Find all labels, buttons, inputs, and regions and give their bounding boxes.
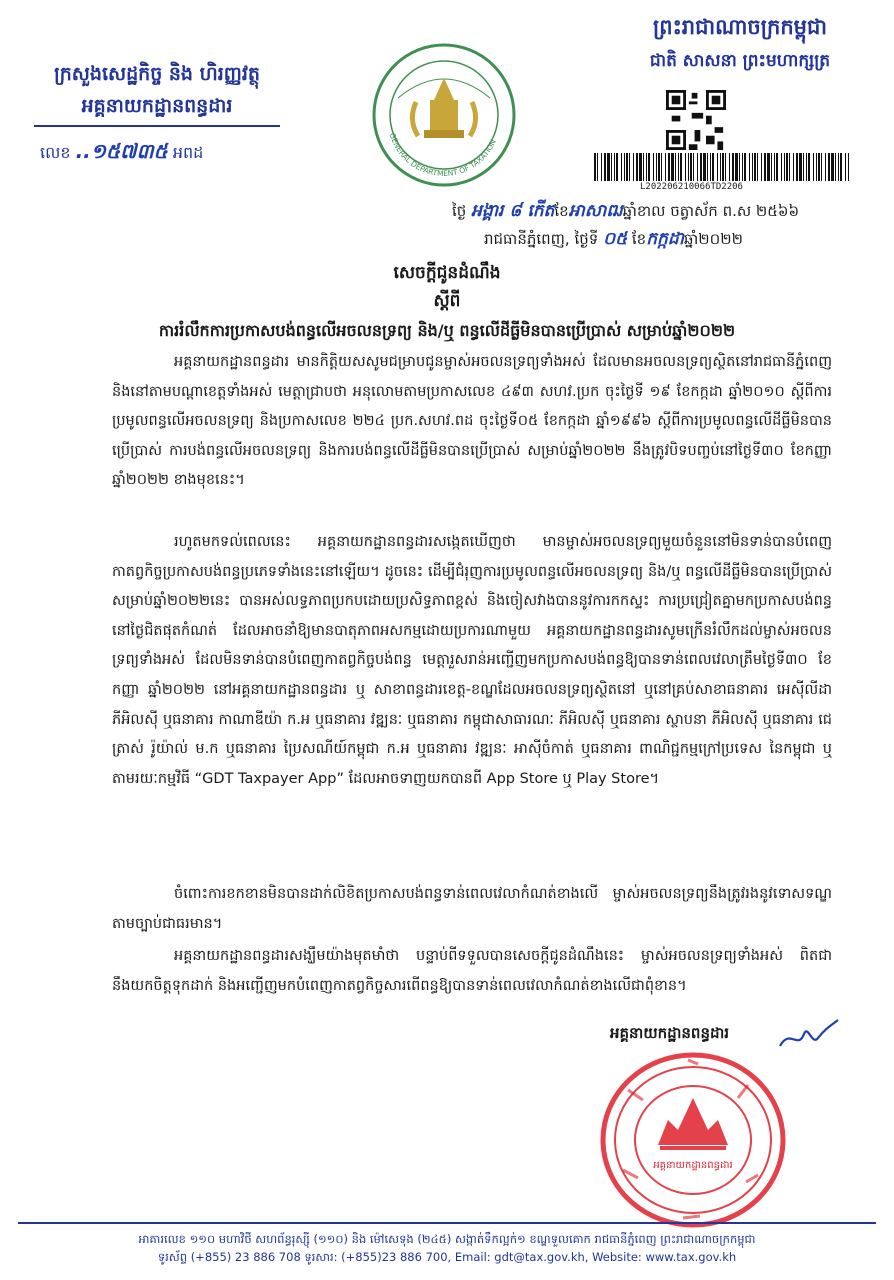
footer-divider — [18, 1222, 876, 1224]
lunar-month-label: ខែ — [554, 202, 569, 220]
date-month-label: ខែ — [631, 230, 647, 248]
lunar-year: ឆ្នាំខាល ចត្វាស័ក ព.ស ២៥៦៦ — [622, 202, 800, 220]
lunar-date — [452, 200, 799, 225]
official-red-seal — [598, 1050, 788, 1230]
solar-date — [484, 228, 743, 253]
emblem-caption: GENERAL DEPARTMENT OF TAXATION — [387, 131, 498, 179]
handwritten-signature — [776, 1016, 840, 1052]
notice-title: សេចក្តីជូនដំណឹង — [393, 263, 501, 283]
department-name: អគ្គនាយកដ្ឋានពន្ធដារ — [34, 94, 280, 127]
ministry-name: ក្រសួងសេដ្ឋកិច្ច និង ហិរញ្ញវត្ថុ — [54, 63, 260, 85]
footer-contact: ទូរស័ព្ទ (+855) 23 886 708 ទូរសារ: (+855)23 886 700, Email: gdt@tax.gov.kh, Website: www.tax.gov.kh — [157, 1250, 737, 1264]
body-paragraph-4: អគ្គនាយកដ្ឋានពន្ធដារសង្ឃឹមយ៉ាងមុតមាំថា បន្ទាប់ពីទទួលបានសេចក្តីជូនដំណឹងនេះ ម្ចាស់អចលនទ្រព្យទាំងអស់ ពិតជានឹងយកចិត្តទុកដាក់ និងអញ្ជើញមកបំពេញកាតព្វកិច្ចសារពើពន្ធឱ្យបានទាន់ពេលវេលាកំណត់ខាងលើជាពុំខាន។ — [112, 948, 832, 994]
date-month-handwritten: កក្កដា — [646, 229, 684, 249]
body-paragraph-2: រហូតមកទល់ពេលនេះ អគ្គនាយកដ្ឋានពន្ធដារសង្កេតឃើញថា មានម្ចាស់អចលនទ្រព្យមួយចំនួននៅមិនទាន់បានបំពេញកាតព្វកិច្ចប្រកាសបង់ពន្ធប្រភេទទាំងនេះនៅឡើយ។ ដូចនេះ ដើម្បីជំរុញការប្រមូលពន្ធលើអចលនទ្រព្យ និង/ឬ ពន្ធលើដីធ្លីមិនបានប្រើប្រាស់ សម្រាប់ឆ្នាំ២០២២នេះ បានអស់លទ្ធភាពប្រកបដោយប្រសិទ្ធភាពខ្ពស់ និងចៀសវាងបាននូវការកកស្ទះ ការប្រជ្រៀតគ្នាមកប្រកាសបង់ពន្ធនៅថ្ងៃជិតផុតកំណត់ ដែលអាចនាំឱ្យមានបាតុភាពអសកម្មដោយប្រការណាមួយ អគ្គនាយកដ្ឋានពន្ធដារសូមក្រើនរំលឹកដល់ម្ចាស់អចលនទ្រព្យទាំងអស់ ដែលមិនទាន់បានបំពេញកាតព្វកិច្ចបង់ពន្ធ មេត្តារួសរាន់អញ្ជើញមកប្រកាសបង់ពន្ធឱ្យបានទាន់ពេលវេលាត្រឹមថ្ងៃទី៣០ ខែកញ្ញា ឆ្នាំ២០២២ នៅអគ្គនាយកដ្ឋានពន្ធដារ ឬ សាខាពន្ធដារខេត្ត-ខណ្ឌដែលអចលនទ្រព្យស្ថិតនៅ ឬនៅគ្រប់សាខាធនាគារ អេស៊ីលីដា ភីអិលស៊ី ឬធនាគារ កាណាឌីយ៉ា ក.អ ឬធនាគារ វឌ្ឍនៈ ឬធនាគារ កម្ពុជាសាធារណៈ ភីអិលស៊ី ឬធនាគារ ស្ថាបនា ភីអិលស៊ី ឬធនាគារ ជេ ត្រាស់ រ៉ូយ៉ាល់ ម.ក ឬធនាគារ ប្រៃសណីយ៍កម្ពុជា ក.អ ឬធនាគារ វឌ្ឍនៈ អាស៊ីចំកាត់ ឬធនាគារ ពាណិជ្ជកម្មក្រៅប្រទេស នៃកម្ពុជា ឬ តាមរយៈកម្មវិធី “GDT Taxpayer App” ដែលអាចទាញយកបានពី App Store ឬ Play Store។ — [112, 534, 832, 787]
body-paragraph-3: ចំពោះការខកខានមិនបានដាក់លិខិតប្រកាសបង់ពន្ធទាន់ពេលវេលាកំណត់ខាងលើ ម្ចាស់អចលនទ្រព្យនឹងត្រូវរងនូវទោសទណ្ឌ តាមច្បាប់ជាធរមាន។ — [112, 886, 832, 932]
gdt-emblem-logo — [368, 40, 520, 190]
national-motto: ជាតិ សាសនា ព្រះមហាក្សត្រ — [649, 51, 831, 71]
notice-subject-label: ស្តីពី — [433, 291, 461, 311]
seal-text: អគ្គនាយកដ្ឋានពន្ធដារ — [653, 1160, 733, 1171]
barcode-id: L202206210066TD2206 — [640, 182, 743, 192]
footer-address: អាគារលេខ ១១០ មហាវិថី សហព័ន្ធរុស្ស៊ី (១១០) និង ម៉ៅសេទុង (២៤៥) សង្កាត់ទឹកល្អក់១ ខណ្ឌទួលគោក រាជធានីភ្នំពេញ ព្រះរាជាណាចក្រកម្ពុជា — [138, 1232, 756, 1246]
qr-code — [666, 90, 726, 150]
reference-number — [40, 138, 203, 168]
lunar-month-handwritten: អាសាឍ — [568, 201, 623, 221]
reference-suffix: អពដ — [172, 143, 204, 162]
date-year: ឆ្នាំ២០២២ — [684, 230, 743, 248]
notice-subject: ការរំលឹកការប្រកាសបង់ពន្ធលើអចលនទ្រព្យ និង/ឬ ពន្ធលើដីធ្លីមិនបានប្រើប្រាស់ សម្រាប់ឆ្នាំ២០២២ — [158, 321, 736, 340]
kingdom-title: ព្រះរាជាណាចក្រកម្ពុជា — [652, 15, 827, 39]
body-paragraph-1: អគ្គនាយកដ្ឋានពន្ធដារ មានកិត្តិយសសូមជម្រាបជូនម្ចាស់អចលនទ្រព្យទាំងអស់ ដែលមានអចលនទ្រព្យស្ថិតនៅរាជធានីភ្នំពេញ និងនៅតាមបណ្តាខេត្តទាំងអស់ មេត្តាជ្រាបថា អនុលោមតាមប្រកាសលេខ ៤៩៣ សហវ.ប្រក ចុះថ្ងៃទី ១៩ ខែកក្កដា ឆ្នាំ២០១០ ស្តីពីការប្រមូលពន្ធលើអចលនទ្រព្យ និងប្រកាសលេខ ២២៤ ប្រក.សហវ.ពដ ចុះថ្ងៃទី០៥ ខែកក្កដា ឆ្នាំ១៩៩៦ ស្តីពីការប្រមូលពន្ធលើដីធ្លីមិនបានប្រើប្រាស់ ការបង់ពន្ធលើអចលនទ្រព្យ និងការបង់ពន្ធលើដីធ្លីមិនបានប្រើប្រាស់ សម្រាប់ឆ្នាំ២០២២ នឹងត្រូវបិទបញ្ចប់នៅថ្ងៃទី៣០ ខែកញ្ញា ឆ្នាំ២០២២ ខាងមុខនេះ។ — [112, 354, 832, 489]
signer-title: អគ្គនាយកដ្ឋានពន្ធដារ — [610, 1024, 730, 1042]
lunar-day-handwritten: អង្គារ ៨ កើត — [471, 201, 555, 221]
date-day-handwritten: ០៥ — [603, 229, 628, 249]
reference-label: លេខ — [40, 143, 71, 162]
reference-value: ..១៥៧៣៥ — [75, 139, 168, 163]
barcode — [594, 153, 850, 181]
date-place: រាជធានីភ្នំពេញ, ថ្ងៃទី — [484, 230, 599, 248]
lunar-prefix: ថ្ងៃ — [452, 202, 467, 220]
